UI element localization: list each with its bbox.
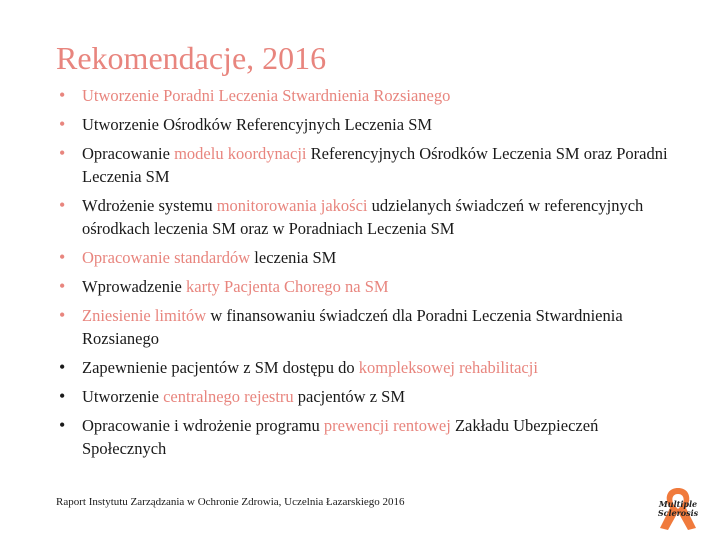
recommendation-item — [56, 356, 686, 379]
item-text: Utworzenie Poradni Leczenia Stwardnienia Rozsianego — [82, 86, 451, 105]
recommendation-item — [56, 246, 686, 269]
recommendation-item — [56, 414, 686, 460]
item-text: Utworzenie — [82, 387, 164, 406]
logo-line2: Sclerosis — [657, 508, 699, 518]
recommendation-item — [56, 194, 686, 240]
highlighted-phrase: kompleksowej rehabilitacji — [358, 358, 538, 377]
item-text: Opracowanie — [82, 144, 175, 163]
item-text: Opracowanie i wdrożenie programu — [82, 416, 324, 435]
highlighted-phrase: Opracowanie standardów — [82, 248, 251, 267]
highlighted-phrase: prewencji rentowej — [323, 416, 451, 435]
item-text: Wdrożenie systemu — [82, 196, 217, 215]
recommendation-item — [56, 385, 686, 408]
item-text: Zakładu Ubezpieczeń Społecznych — [82, 416, 599, 458]
recommendation-item — [56, 142, 686, 188]
item-text: Referencyjnych Ośrodków Leczenia SM oraz Poradni Leczenia SM — [82, 144, 668, 186]
highlighted-phrase: Zniesienie limitów — [82, 306, 207, 325]
highlighted-phrase: karty Pacjenta Chorego na SM — [186, 277, 389, 296]
recommendation-list — [56, 84, 686, 466]
slide-title: Rekomendacje, 2016 — [56, 40, 327, 76]
item-text: leczenia SM — [250, 248, 337, 267]
logo-line1: Multiple — [658, 499, 698, 509]
item-text: udzielanych świadczeń w referencyjnych ośrodkach leczenia SM oraz w Poradniach Leczenia SM — [82, 196, 644, 238]
highlighted-phrase: modelu koordynacji — [174, 144, 307, 163]
source-footer: Raport Instytutu Zarządzania w Ochronie Zdrowia, Uczelnia Łazarskiego 2016 — [56, 496, 405, 508]
highlighted-phrase: monitorowania jakości — [216, 196, 368, 215]
item-text: w finansowaniu świadczeń dla Poradni Leczenia Stwardnienia Rozsianego — [82, 306, 623, 348]
recommendation-item — [56, 275, 686, 298]
recommendation-item — [56, 84, 686, 107]
ms-ribbon-logo — [648, 484, 708, 532]
item-text: Zapewnienie pacjentów z SM dostępu do — [82, 358, 359, 377]
item-text: pacjentów z SM — [293, 387, 406, 406]
logo-text — [648, 500, 708, 518]
highlighted-phrase: centralnego rejestru — [163, 387, 294, 406]
item-text: Utworzenie Ośrodków Referencyjnych Leczenia SM — [82, 115, 433, 134]
item-text: Wprowadzenie — [82, 277, 186, 296]
recommendation-item — [56, 304, 686, 350]
recommendation-item — [56, 113, 686, 136]
